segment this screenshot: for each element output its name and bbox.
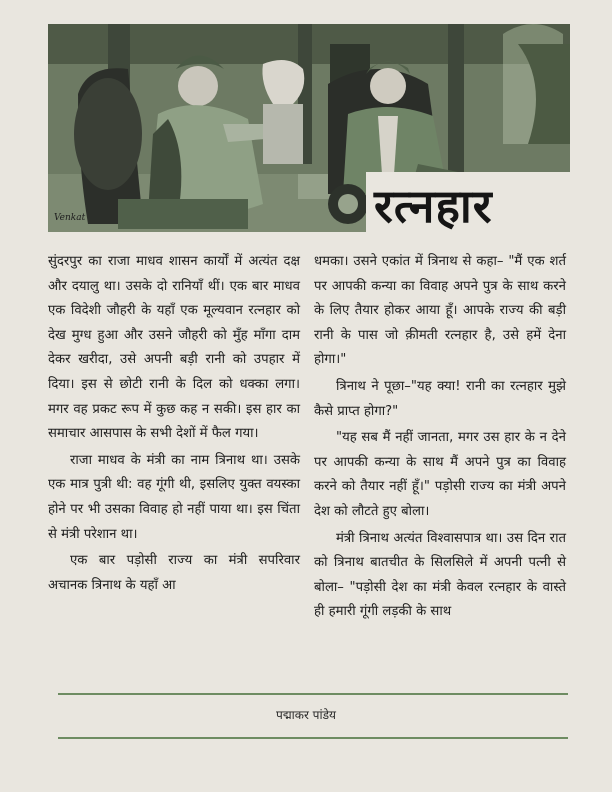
divider-rule [58,737,568,739]
paragraph: "यह सब मैं नहीं जानता, मगर उस हार के न देने पर आपकी कन्या के साथ मैं अपने पुत्र का विवाह करने को तैयार नहीं हूँ।" पड़ोसी राज्य का मंत्री अपने देश को लौटते हुए बोला। [314,430,566,519]
paragraph: त्रिनाथ ने पूछा–"यह क्या! रानी का रत्नहार मुझे कैसे प्राप्त होगा?" [314,378,566,419]
artist-signature: Venkat [54,213,86,223]
divider-rule [58,693,568,695]
right-column [314,250,566,627]
author-name: पद्माकर पांडेय [276,708,336,722]
paragraph: धमका। उसने एकांत में त्रिनाथ से कहा– "मैं एक शर्त पर आपकी कन्या का विवाह अपने पुत्र के साथ करने के लिए तैयार होकर आया हूँ। आपके राज्य की बड़ी रानी के पास जो क़ीमती रत्नहार है, उसे हमें देना होगा।" [314,254,566,368]
left-column [48,250,300,600]
paragraph: राजा माधव के मंत्री का नाम त्रिनाथ था। उसके एक मात्र पुत्री थी: वह गूंगी थी, इसलिए युक्त वयस्का होने पर भी उसका विवाह हो नहीं पाया था। इस चिंता से मंत्री परेशान था। [48,452,300,542]
paragraph: सुंदरपुर का राजा माधव शासन कार्यों में अत्यंत दक्ष और दयालु था। उसके दो रानियाँ थीं। एक बार माधव एक विदेशी जौहरी के यहाँ एक मूल्यवान रत्नहार को देख मुग्ध हुआ और उसने जौहरी को मुँह माँगा दाम देकर खरीदा, उसे अपनी बड़ी रानी को उपहार में दिया। इस से छोटी रानी के दिल को धक्का लगा। मगर वह प्रकट रूप में कुछ कह न सकी। इस हार का समाचार आसपास के सभी देशों में फैल गया। [48,254,300,442]
paragraph: मंत्री त्रिनाथ अत्यंत विश्वासपात्र था। उस दिन रात को त्रिनाथ बातचीत के सिलसिले में अपनी पत्नी से बोला– "पड़ोसी देश का मंत्री केवल रत्नहार के वास्ते ही हमारी गूंगी लड़की के साथ [314,530,566,620]
paragraph: एक बार पड़ोसी राज्य का मंत्री सपरिवार अचानक त्रिनाथ के यहाँ आ [48,553,300,593]
title-block [366,172,576,240]
story-title: रत्नहार [374,179,493,233]
